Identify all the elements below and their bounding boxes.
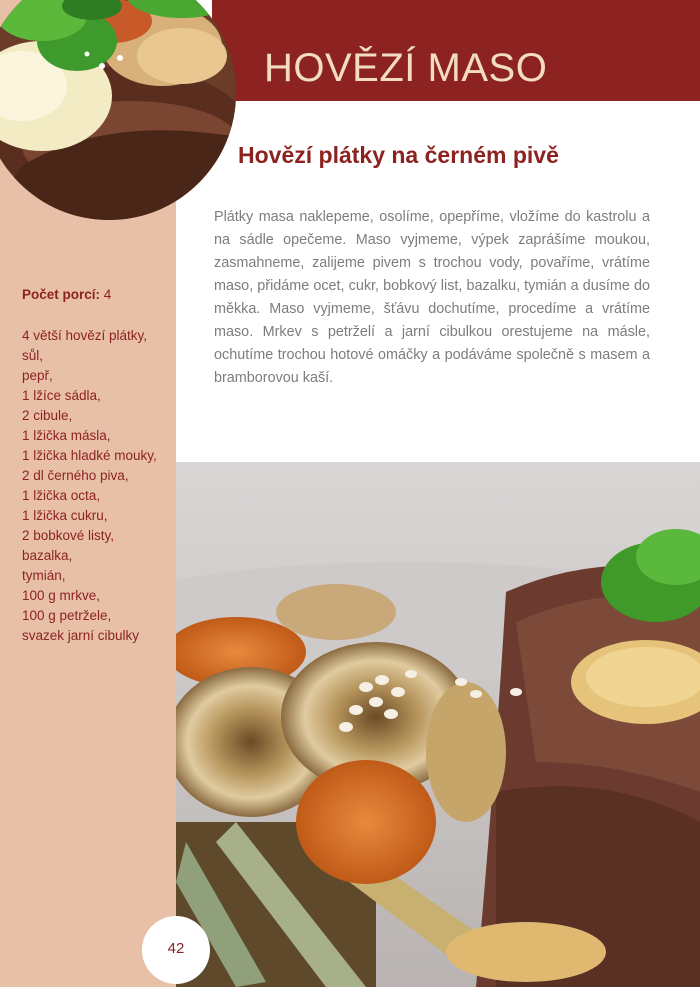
dish-closeup-image [0, 0, 236, 220]
dish-photo [176, 462, 700, 987]
ingredient-item: bazalka, [22, 548, 73, 563]
page-number: 42 [167, 940, 185, 957]
ingredient-item: 2 cibule, [22, 408, 73, 423]
recipe-title: Hovězí plátky na černém pivě [238, 142, 559, 168]
portions-label: Počet porcí: [22, 287, 101, 302]
portions-value: 4 [103, 287, 112, 302]
ingredient-item: 2 dl černého piva, [22, 468, 129, 483]
ingredient-item: 100 g petržele, [22, 608, 112, 623]
dish-plated-image [176, 462, 700, 987]
ingredient-item: svazek jarní cibulky [22, 628, 140, 643]
page-number-badge [142, 916, 210, 984]
ingredient-item: 1 lžička octa, [22, 488, 101, 503]
ingredient-item: 1 lžička hladké mouky, [22, 448, 157, 463]
ingredient-item: 2 bobkové listy, [22, 528, 115, 543]
ingredient-item: 1 lžička másla, [22, 428, 111, 443]
ingredient-item: 4 větší hovězí plátky, [22, 328, 148, 343]
section-title: HOVĚZÍ MASO [264, 46, 548, 90]
ingredient-item: 100 g mrkve, [22, 588, 101, 603]
ingredient-item: tymián, [22, 568, 66, 583]
ingredient-list [22, 326, 172, 646]
ingredient-item: pepř, [22, 368, 53, 383]
ingredient-item: 1 lžíce sádla, [22, 388, 101, 403]
dish-photo-circle [0, 0, 236, 220]
ingredient-item: sůl, [22, 348, 44, 363]
recipe-instructions: Plátky masa naklepeme, osolíme, opepříme, vložíme do kastrolu a na sádle opečeme. Maso vyjmeme, výpek zaprášíme moukou, zasmahneme, zalijeme pivem s trochou vody, povaříme, vrátíme maso, přidáme ocet, cukr, bobkový list, bazalku, tymián a dusíme do měkka. Maso vyjmeme, šťávu dochutíme, procedíme a vrátíme maso. Mrkev s petrželí a jarní cibulkou orestujeme na másle, ochutíme trochou hotové omáčky a podáváme společně s masem a bramborovou kaší. [214, 209, 650, 386]
ingredient-item: 1 lžička cukru, [22, 508, 108, 523]
portions [22, 287, 172, 302]
